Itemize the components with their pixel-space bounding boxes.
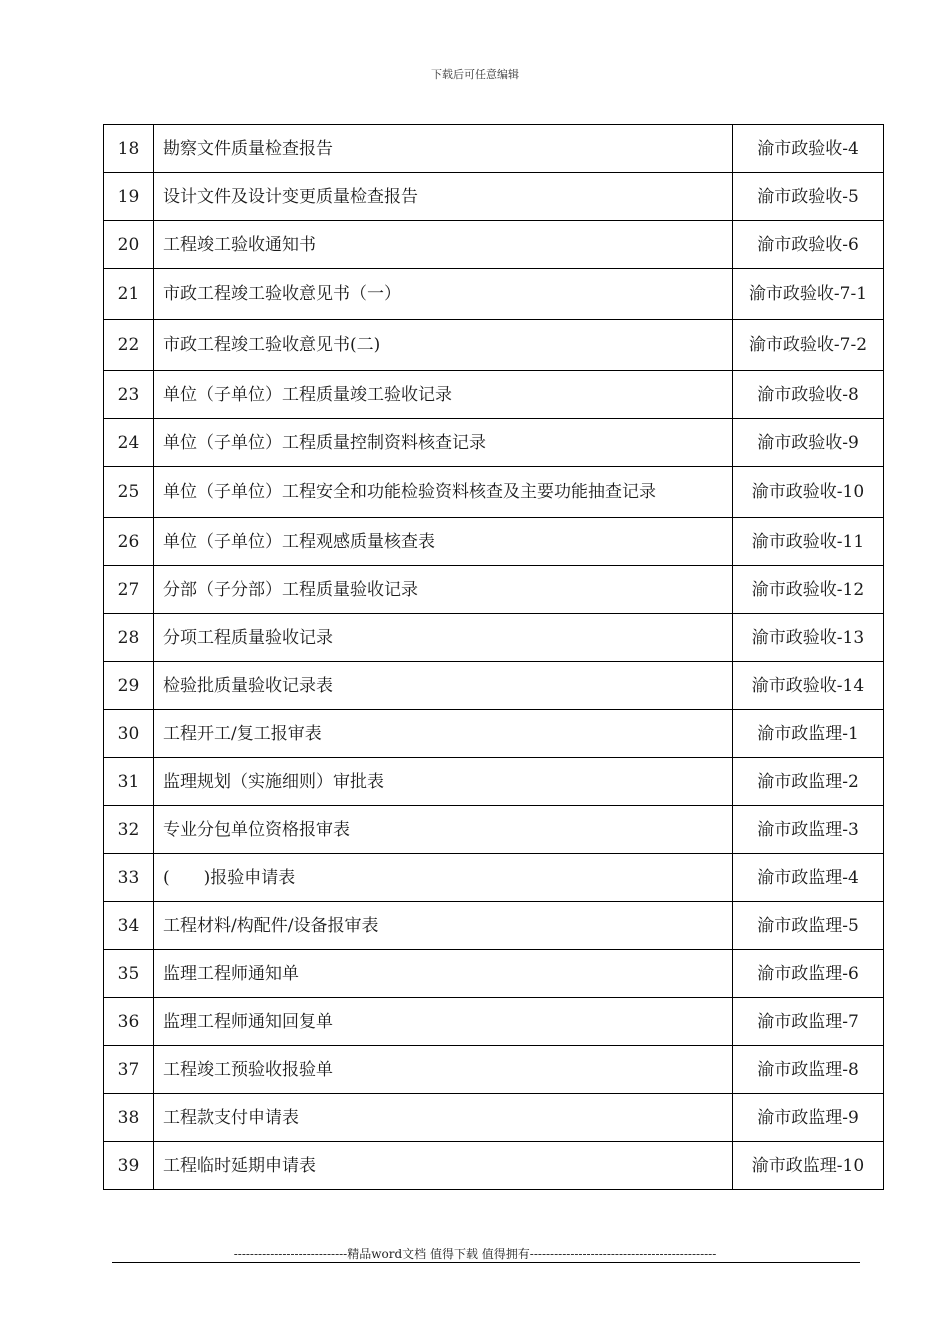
form-code: 渝市政验收-14 xyxy=(733,662,884,710)
form-code: 渝市政验收-8 xyxy=(733,371,884,419)
form-code: 渝市政监理-7 xyxy=(733,998,884,1046)
table-row xyxy=(104,1094,884,1142)
form-title: 市政工程竣工验收意见书(二) xyxy=(154,320,733,371)
form-title: 工程临时延期申请表 xyxy=(154,1142,733,1190)
form-code: 渝市政验收-12 xyxy=(733,566,884,614)
row-number: 35 xyxy=(104,950,154,998)
table-row xyxy=(104,758,884,806)
form-title: 工程款支付申请表 xyxy=(154,1094,733,1142)
table-row xyxy=(104,221,884,269)
table-row xyxy=(104,419,884,467)
form-title: 单位（子单位）工程观感质量核查表 xyxy=(154,518,733,566)
form-code: 渝市政验收-9 xyxy=(733,419,884,467)
row-number: 26 xyxy=(104,518,154,566)
form-code: 渝市政监理-1 xyxy=(733,710,884,758)
form-code: 渝市政验收-10 xyxy=(733,467,884,518)
table-row xyxy=(104,371,884,419)
form-code: 渝市政验收-13 xyxy=(733,614,884,662)
table-row xyxy=(104,518,884,566)
row-number: 24 xyxy=(104,419,154,467)
row-number: 39 xyxy=(104,1142,154,1190)
row-number: 25 xyxy=(104,467,154,518)
form-list-table xyxy=(103,124,884,1190)
row-number: 33 xyxy=(104,854,154,902)
table-row xyxy=(104,950,884,998)
form-code: 渝市政验收-6 xyxy=(733,221,884,269)
form-title: 监理工程师通知单 xyxy=(154,950,733,998)
form-title: 单位（子单位）工程质量竣工验收记录 xyxy=(154,371,733,419)
form-title: 工程材料/构配件/设备报审表 xyxy=(154,902,733,950)
form-code: 渝市政验收-7-2 xyxy=(733,320,884,371)
row-number: 28 xyxy=(104,614,154,662)
table-row xyxy=(104,662,884,710)
form-code: 渝市政验收-5 xyxy=(733,173,884,221)
table-row xyxy=(104,1142,884,1190)
form-code: 渝市政验收-7-1 xyxy=(733,269,884,320)
form-title: 单位（子单位）工程安全和功能检验资料核查及主要功能抽查记录 xyxy=(154,467,733,518)
form-title: ( )报验申请表 xyxy=(154,854,733,902)
page-footer: ----------------------------精品word文档 值得下载 值得拥有---------------------------------------------- xyxy=(233,1247,717,1261)
table-row xyxy=(104,902,884,950)
form-title: 市政工程竣工验收意见书（一） xyxy=(154,269,733,320)
form-title: 检验批质量验收记录表 xyxy=(154,662,733,710)
row-number: 20 xyxy=(104,221,154,269)
row-number: 34 xyxy=(104,902,154,950)
row-number: 22 xyxy=(104,320,154,371)
table-row xyxy=(104,269,884,320)
form-title: 监理工程师通知回复单 xyxy=(154,998,733,1046)
table-row xyxy=(104,998,884,1046)
form-code: 渝市政监理-9 xyxy=(733,1094,884,1142)
table-row xyxy=(104,710,884,758)
table-row xyxy=(104,566,884,614)
row-number: 32 xyxy=(104,806,154,854)
table-body xyxy=(104,125,884,1190)
row-number: 21 xyxy=(104,269,154,320)
form-title: 专业分包单位资格报审表 xyxy=(154,806,733,854)
row-number: 36 xyxy=(104,998,154,1046)
form-code: 渝市政监理-2 xyxy=(733,758,884,806)
form-title: 工程开工/复工报审表 xyxy=(154,710,733,758)
row-number: 31 xyxy=(104,758,154,806)
form-title: 勘察文件质量检查报告 xyxy=(154,125,733,173)
form-code: 渝市政监理-6 xyxy=(733,950,884,998)
table-row xyxy=(104,1046,884,1094)
form-code: 渝市政验收-4 xyxy=(733,125,884,173)
footer-divider xyxy=(112,1262,860,1263)
table-row xyxy=(104,125,884,173)
table-row xyxy=(104,614,884,662)
row-number: 37 xyxy=(104,1046,154,1094)
table-row xyxy=(104,320,884,371)
form-title: 分部（子分部）工程质量验收记录 xyxy=(154,566,733,614)
form-title: 设计文件及设计变更质量检查报告 xyxy=(154,173,733,221)
table-row xyxy=(104,467,884,518)
form-code: 渝市政验收-11 xyxy=(733,518,884,566)
form-title: 分项工程质量验收记录 xyxy=(154,614,733,662)
page-header: 下载后可任意编辑 xyxy=(431,68,519,81)
form-title: 工程竣工验收通知书 xyxy=(154,221,733,269)
row-number: 27 xyxy=(104,566,154,614)
row-number: 19 xyxy=(104,173,154,221)
form-code: 渝市政监理-5 xyxy=(733,902,884,950)
form-title: 单位（子单位）工程质量控制资料核查记录 xyxy=(154,419,733,467)
form-title: 监理规划（实施细则）审批表 xyxy=(154,758,733,806)
row-number: 29 xyxy=(104,662,154,710)
form-code: 渝市政监理-8 xyxy=(733,1046,884,1094)
form-code: 渝市政监理-10 xyxy=(733,1142,884,1190)
row-number: 23 xyxy=(104,371,154,419)
table-row xyxy=(104,854,884,902)
form-code: 渝市政监理-3 xyxy=(733,806,884,854)
form-title: 工程竣工预验收报验单 xyxy=(154,1046,733,1094)
table-row xyxy=(104,806,884,854)
form-code: 渝市政监理-4 xyxy=(733,854,884,902)
row-number: 30 xyxy=(104,710,154,758)
row-number: 18 xyxy=(104,125,154,173)
row-number: 38 xyxy=(104,1094,154,1142)
table-row xyxy=(104,173,884,221)
